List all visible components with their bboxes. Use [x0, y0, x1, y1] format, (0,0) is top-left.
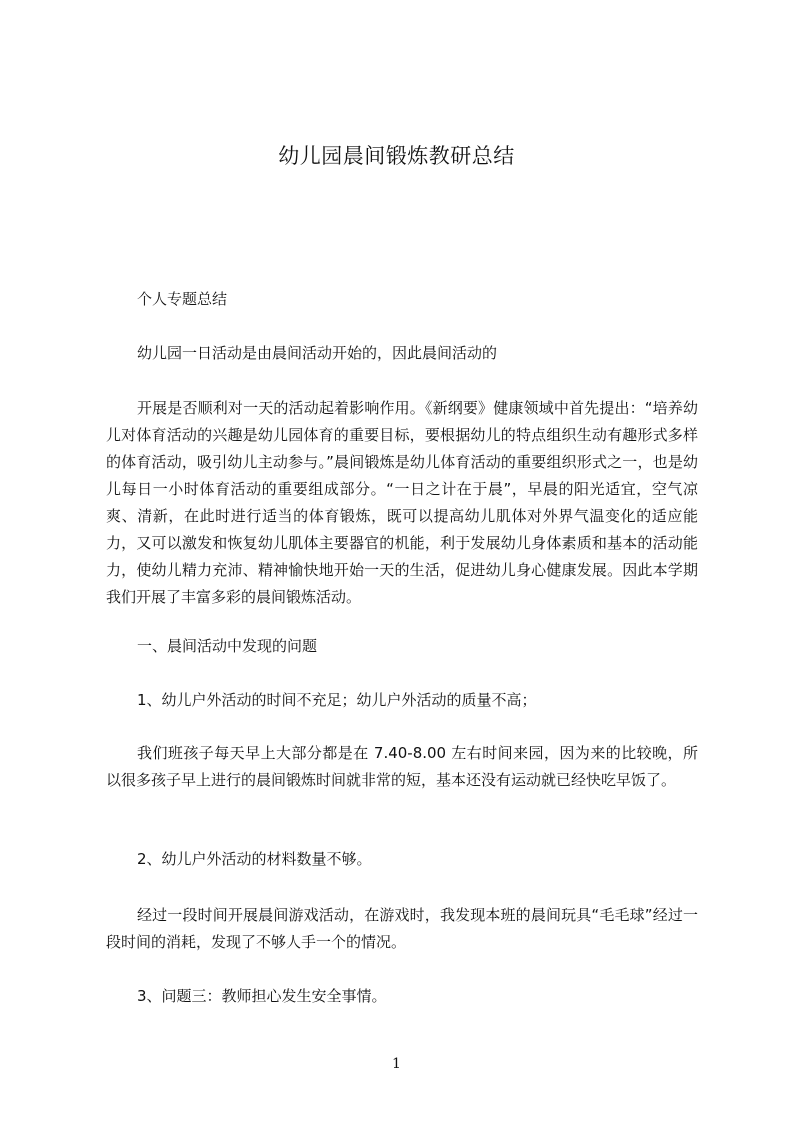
problem-one-text: 我们班孩子每天早上大部分都是在 7.40-8.00 左右时间来园，因为来的比较晚，所以很多孩子早上进行的晨间锻炼时间就非常的短，基本还没有运动就已经快吃早饭了。 — [106, 744, 698, 789]
page-number: 1 — [392, 1056, 401, 1072]
problem-three-heading: 3、问题三：教师担心发生安全事情。 — [137, 987, 387, 1005]
problem-two-heading: 2、幼儿户外活动的材料数量不够。 — [137, 850, 372, 868]
intro-paragraph: 开展是否顺利对一天的活动起着影响作用。《新纲要》健康领域中首先提出：“培养幼儿对体育活动的兴趣是幼儿园体育的重要目标，要根据幼儿的特点组织生动有趣形式多样的体育活动，吸引幼儿主动参与。”晨间锻炼是幼儿体育活动的重要组织形式之一，也是幼儿每日一小时体育活动的重要组成部分。“一日之计在于晨”，早晨的阳光适宜，空气凉爽、清新，在此时进行适当的体育锻炼，既可以提高幼儿肌体对外界气温变化的适应能力，又可以激发和恢复幼儿肌体主要器官的机能，利于发展幼儿身体素质和基本的活动能力，使幼儿精力充沛、精神愉快地开始一天的生活，促进幼儿身心健康发展。因此本学期我们开展了丰富多彩的晨间锻炼活动。 — [106, 399, 698, 606]
intro-line: 幼儿园一日活动是由晨间活动开始的，因此晨间活动的 — [137, 344, 498, 362]
problem-one-heading: 1、幼儿户外活动的时间不充足；幼儿户外活动的质量不高； — [137, 691, 537, 709]
subtitle: 个人专题总结 — [137, 290, 228, 308]
document-title: 幼儿园晨间锻炼教研总结 — [278, 144, 515, 168]
section-one-heading: 一、晨间活动中发现的问题 — [137, 637, 318, 655]
problem-two-text: 经过一段时间开展晨间游戏活动，在游戏时，我发现本班的晨间玩具“毛毛球”经过一段时间的消耗，发现了不够人手一个的情况。 — [106, 906, 698, 951]
